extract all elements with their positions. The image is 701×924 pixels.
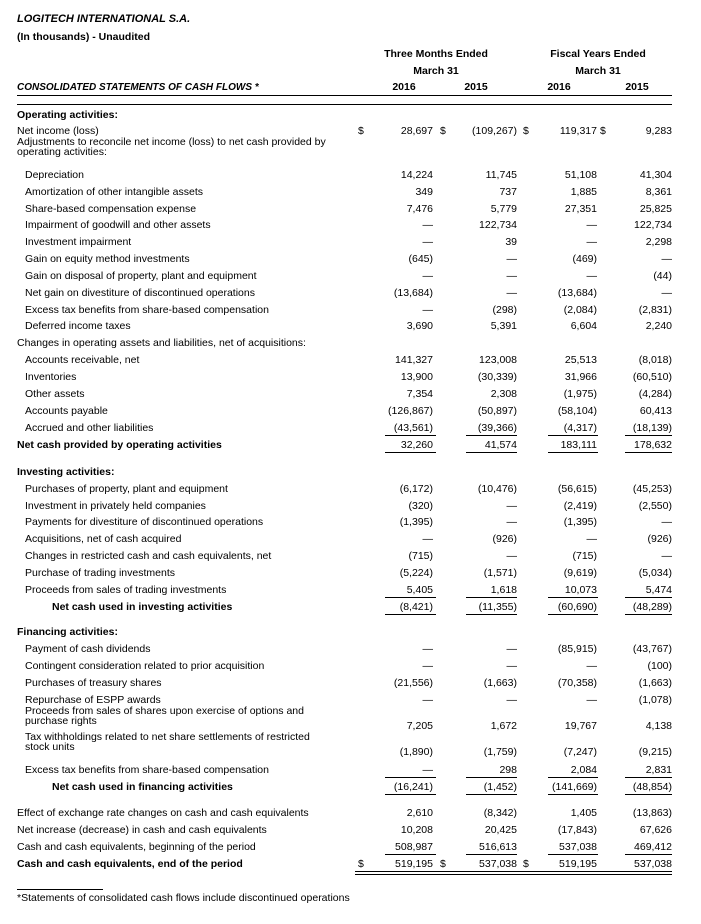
row-label: Purchases of treasury shares xyxy=(25,677,162,689)
cell-value: 1,405 xyxy=(570,807,597,819)
subtotal-rule xyxy=(548,597,598,598)
row-label: Payment of cash dividends xyxy=(25,643,151,655)
cell-value: (1,395) xyxy=(399,516,433,528)
row-label: Repurchase of ESPP awards xyxy=(25,694,161,706)
year-header: 2016 xyxy=(547,81,571,93)
row-label: stock units xyxy=(25,741,75,753)
row-label: Tax withholdings related to net share settlements of restricted xyxy=(25,731,310,743)
cell-value: (9,215) xyxy=(638,746,672,758)
cell-value: (109,267) xyxy=(472,125,517,137)
subtotal-rule xyxy=(385,597,436,598)
cell-value: 119,317 xyxy=(559,125,597,137)
cell-value: (1,452) xyxy=(483,781,517,793)
row-label: Share-based compensation expense xyxy=(25,203,197,215)
row-label: Net cash used in financing activities xyxy=(52,781,233,793)
cell-value: — xyxy=(661,550,672,562)
cell-value: (1,663) xyxy=(483,677,517,689)
cell-value: — xyxy=(506,287,517,299)
cell-value: — xyxy=(586,533,597,545)
row-label: Accrued and other liabilities xyxy=(25,422,154,434)
year-header: 2016 xyxy=(392,81,416,93)
subtotal-rule xyxy=(466,854,517,855)
cell-value: 122,734 xyxy=(479,219,517,231)
footnote: *Statements of consolidated cash flows include discontinued operations xyxy=(17,892,350,904)
row-label: Net increase (decrease) in cash and cash equivalents xyxy=(17,824,267,836)
cell-value: (45,253) xyxy=(632,483,672,495)
cell-value: 41,304 xyxy=(639,169,672,181)
cell-value: — xyxy=(422,764,433,776)
subtotal-rule xyxy=(548,854,598,855)
cell-value: 2,610 xyxy=(406,807,433,819)
cell-value: (1,759) xyxy=(483,746,517,758)
cell-value: (50,897) xyxy=(477,405,517,417)
cell-value: 516,613 xyxy=(479,841,517,853)
cell-value: (7,247) xyxy=(563,746,597,758)
cell-value: (1,890) xyxy=(399,746,433,758)
cell-value: 10,208 xyxy=(400,824,433,836)
cell-value: — xyxy=(661,516,672,528)
dollar-sign: $ xyxy=(440,858,446,870)
cell-value: (85,915) xyxy=(557,643,597,655)
total-double-rule xyxy=(355,871,672,875)
cell-value: — xyxy=(422,660,433,672)
cell-value: 7,354 xyxy=(406,388,433,400)
row-label: Investment impairment xyxy=(25,236,132,248)
cell-value: (48,854) xyxy=(632,781,672,793)
row-label: Other assets xyxy=(25,388,85,400)
row-label: Purchases of property, plant and equipment xyxy=(25,483,228,495)
row-label: Cash and cash equivalents, beginning of the period xyxy=(17,841,256,853)
header-three-months: Three Months Ended xyxy=(384,48,488,60)
row-label: Effect of exchange rate changes on cash and cash equivalents xyxy=(17,807,309,819)
row-label: Financing activities: xyxy=(17,626,118,638)
cell-value: 737 xyxy=(499,186,517,198)
cell-value: (1,975) xyxy=(563,388,597,400)
cell-value: 13,900 xyxy=(400,371,433,383)
cell-value: (715) xyxy=(408,550,433,562)
row-label: Gain on equity method investments xyxy=(25,253,190,265)
subtotal-rule xyxy=(548,614,598,615)
cell-value: (30,339) xyxy=(477,371,517,383)
cell-value: — xyxy=(506,270,517,282)
subtotal-rule xyxy=(625,854,672,855)
header-fiscal-years: Fiscal Years Ended xyxy=(550,48,646,60)
cell-value: (39,366) xyxy=(477,422,517,434)
cell-value: — xyxy=(661,253,672,265)
cell-value: (60,510) xyxy=(632,371,672,383)
units-note: (In thousands) - Unaudited xyxy=(17,31,150,43)
cell-value: 141,327 xyxy=(395,354,433,366)
row-label: Net cash used in investing activities xyxy=(52,601,233,613)
dollar-sign: $ xyxy=(523,125,529,137)
cell-value: (2,084) xyxy=(563,304,597,316)
cell-value: (320) xyxy=(408,500,433,512)
cell-value: 5,391 xyxy=(490,320,517,332)
row-label: Net cash provided by operating activities xyxy=(17,439,222,451)
subtotal-rule xyxy=(548,777,598,778)
cell-value: — xyxy=(422,533,433,545)
subtotal-rule xyxy=(548,452,598,453)
subtotal-rule xyxy=(385,854,436,855)
row-label: Changes in restricted cash and cash equivalents, net xyxy=(25,550,272,562)
cell-value: 7,205 xyxy=(406,720,433,732)
header-rule xyxy=(17,95,672,96)
cell-value: 28,697 xyxy=(400,125,433,137)
cell-value: (8,342) xyxy=(483,807,517,819)
cell-value: 1,885 xyxy=(570,186,597,198)
row-label: Payments for divestiture of discontinued operations xyxy=(25,516,264,528)
cell-value: 519,195 xyxy=(395,858,433,870)
row-label: Excess tax benefits from share-based compensation xyxy=(25,764,269,776)
row-label: purchase rights xyxy=(25,715,97,727)
subtotal-rule xyxy=(625,435,672,436)
dollar-sign: $ xyxy=(600,125,606,137)
row-label: Cash and cash equivalents, end of the period xyxy=(17,858,243,870)
cell-value: (126,867) xyxy=(388,405,433,417)
footnote-rule xyxy=(17,889,103,890)
cell-value: 5,474 xyxy=(645,584,672,596)
dollar-sign: $ xyxy=(358,125,364,137)
dollar-sign: $ xyxy=(358,858,364,870)
cell-value: (715) xyxy=(572,550,597,562)
cell-value: (5,034) xyxy=(638,567,672,579)
row-label: Deferred income taxes xyxy=(25,320,131,332)
cell-value: 31,966 xyxy=(564,371,597,383)
cell-value: 2,084 xyxy=(570,764,597,776)
cell-value: (60,690) xyxy=(557,601,597,613)
subtotal-rule xyxy=(625,794,672,795)
cell-value: (1,078) xyxy=(638,694,672,706)
cell-value: (1,663) xyxy=(638,677,672,689)
cell-value: (5,224) xyxy=(399,567,433,579)
cell-value: — xyxy=(506,694,517,706)
row-label: Depreciation xyxy=(25,169,84,181)
dollar-sign: $ xyxy=(440,125,446,137)
cell-value: 9,283 xyxy=(645,125,672,137)
cell-value: (43,767) xyxy=(632,643,672,655)
row-label: Net gain on divestiture of discontinued operations xyxy=(25,287,255,299)
subtotal-rule xyxy=(466,777,517,778)
cell-value: 2,240 xyxy=(645,320,672,332)
cell-value: (13,863) xyxy=(632,807,672,819)
cell-value: (100) xyxy=(647,660,672,672)
cell-value: 4,138 xyxy=(645,720,672,732)
year-header: 2015 xyxy=(625,81,649,93)
cell-value: (8,018) xyxy=(638,354,672,366)
subtotal-rule xyxy=(548,794,598,795)
cell-value: 14,224 xyxy=(400,169,433,181)
cell-value: 10,073 xyxy=(564,584,597,596)
subtotal-rule xyxy=(466,794,517,795)
cell-value: 349 xyxy=(415,186,433,198)
cell-value: — xyxy=(506,500,517,512)
cell-value: (13,684) xyxy=(557,287,597,299)
row-label: Proceeds from sales of trading investments xyxy=(25,584,227,596)
cell-value: 2,308 xyxy=(490,388,517,400)
cell-value: 5,405 xyxy=(406,584,433,596)
cell-value: (17,843) xyxy=(557,824,597,836)
cell-value: 5,779 xyxy=(490,203,517,215)
subtotal-rule xyxy=(625,597,672,598)
cell-value: — xyxy=(422,694,433,706)
cell-value: 469,412 xyxy=(634,841,672,853)
year-header: 2015 xyxy=(464,81,488,93)
cell-value: 298 xyxy=(499,764,517,776)
row-label: Operating activities: xyxy=(17,109,118,121)
cell-value: (6,172) xyxy=(399,483,433,495)
statement-title: CONSOLIDATED STATEMENTS OF CASH FLOWS * xyxy=(17,82,259,93)
cell-value: (10,476) xyxy=(477,483,517,495)
cell-value: 3,690 xyxy=(406,320,433,332)
subtotal-rule xyxy=(625,777,672,778)
cell-value: 60,413 xyxy=(639,405,672,417)
cell-value: — xyxy=(586,694,597,706)
subtotal-rule xyxy=(466,452,517,453)
cell-value: 8,361 xyxy=(645,186,672,198)
cell-value: (2,419) xyxy=(563,500,597,512)
cell-value: (58,104) xyxy=(557,405,597,417)
cell-value: 32,260 xyxy=(400,439,433,451)
cell-value: 25,513 xyxy=(564,354,597,366)
cell-value: (1,571) xyxy=(483,567,517,579)
cell-value: — xyxy=(422,643,433,655)
cell-value: — xyxy=(661,287,672,299)
cell-value: 508,987 xyxy=(395,841,433,853)
cell-value: — xyxy=(506,550,517,562)
header-rule xyxy=(17,104,672,105)
subtotal-rule xyxy=(625,614,672,615)
cell-value: (2,550) xyxy=(638,500,672,512)
cell-value: 20,425 xyxy=(484,824,517,836)
cell-value: (9,619) xyxy=(563,567,597,579)
cell-value: (44) xyxy=(653,270,672,282)
subtotal-rule xyxy=(385,777,436,778)
cell-value: (4,284) xyxy=(638,388,672,400)
subtotal-rule xyxy=(385,452,436,453)
cell-value: — xyxy=(422,219,433,231)
cell-value: (48,289) xyxy=(632,601,672,613)
row-label: operating activities: xyxy=(17,146,107,158)
subtotal-rule xyxy=(385,435,436,436)
cell-value: (298) xyxy=(492,304,517,316)
cell-value: 183,111 xyxy=(560,439,597,451)
row-label: Investment in privately held companies xyxy=(25,500,206,512)
cell-value: (926) xyxy=(647,533,672,545)
subtotal-rule xyxy=(385,794,436,795)
cell-value: 6,604 xyxy=(570,320,597,332)
row-label: Amortization of other intangible assets xyxy=(25,186,204,198)
subtotal-rule xyxy=(466,597,517,598)
subtotal-rule xyxy=(466,435,517,436)
subtotal-rule xyxy=(625,452,672,453)
cell-value: 41,574 xyxy=(484,439,517,451)
cell-value: — xyxy=(506,660,517,672)
row-label: Accounts payable xyxy=(25,405,108,417)
cell-value: — xyxy=(506,643,517,655)
row-label: Proceeds from sales of shares upon exercise of options and xyxy=(25,705,304,717)
cell-value: 2,298 xyxy=(645,236,672,248)
cell-value: 11,745 xyxy=(485,169,517,181)
row-label: Gain on disposal of property, plant and equipment xyxy=(25,270,257,282)
cell-value: 537,038 xyxy=(559,841,597,853)
cell-value: (70,358) xyxy=(557,677,597,689)
row-label: Changes in operating assets and liabilities, net of acquisitions: xyxy=(17,337,306,349)
cell-value: (11,355) xyxy=(478,601,517,613)
cell-value: (469) xyxy=(572,253,597,265)
cell-value: — xyxy=(422,304,433,316)
cell-value: — xyxy=(506,516,517,528)
dollar-sign: $ xyxy=(523,858,529,870)
row-label: Accounts receivable, net xyxy=(25,354,140,366)
row-label: Impairment of goodwill and other assets xyxy=(25,219,211,231)
cell-value: (8,421) xyxy=(399,601,433,613)
row-label: Purchase of trading investments xyxy=(25,567,175,579)
cell-value: (18,139) xyxy=(632,422,672,434)
header-three-months-date: March 31 xyxy=(413,65,459,77)
cell-value: (43,561) xyxy=(393,422,433,434)
cell-value: (21,556) xyxy=(393,677,433,689)
cell-value: (2,831) xyxy=(638,304,672,316)
cell-value: 1,618 xyxy=(490,584,517,596)
cell-value: 537,038 xyxy=(479,858,517,870)
company-name: LOGITECH INTERNATIONAL S.A. xyxy=(17,13,191,25)
cell-value: 7,476 xyxy=(406,203,433,215)
cell-value: (16,241) xyxy=(393,781,433,793)
cell-value: 537,038 xyxy=(634,858,672,870)
row-label: Acquisitions, net of cash acquired xyxy=(25,533,182,545)
row-label: Excess tax benefits from share-based compensation xyxy=(25,304,269,316)
cell-value: 519,195 xyxy=(559,858,597,870)
row-label: Contingent consideration related to prior acquisition xyxy=(25,660,265,672)
cell-value: (4,317) xyxy=(563,422,597,434)
subtotal-rule xyxy=(385,614,436,615)
cell-value: 178,632 xyxy=(634,439,672,451)
row-label: Net income (loss) xyxy=(17,125,99,137)
cell-value: — xyxy=(586,219,597,231)
row-label: Investing activities: xyxy=(17,466,115,478)
cell-value: — xyxy=(506,253,517,265)
cell-value: 123,008 xyxy=(479,354,517,366)
cell-value: 19,767 xyxy=(564,720,597,732)
row-label: Inventories xyxy=(25,371,77,383)
cell-value: 122,734 xyxy=(634,219,672,231)
cell-value: — xyxy=(422,236,433,248)
header-fiscal-years-date: March 31 xyxy=(575,65,621,77)
cell-value: (13,684) xyxy=(393,287,433,299)
cell-value: (141,669) xyxy=(552,781,597,793)
subtotal-rule xyxy=(466,614,517,615)
cell-value: — xyxy=(422,270,433,282)
cell-value: 25,825 xyxy=(639,203,672,215)
cell-value: (56,615) xyxy=(557,483,597,495)
cell-value: — xyxy=(586,236,597,248)
cell-value: 27,351 xyxy=(564,203,597,215)
cell-value: — xyxy=(586,660,597,672)
row-label: Adjustments to reconcile net income (loss) to net cash provided by xyxy=(17,136,326,148)
cell-value: 67,626 xyxy=(639,824,672,836)
cell-value: (926) xyxy=(492,533,517,545)
cell-value: 1,672 xyxy=(490,720,517,732)
cell-value: 51,108 xyxy=(564,169,597,181)
subtotal-rule xyxy=(548,435,598,436)
cell-value: 2,831 xyxy=(645,764,672,776)
cell-value: 39 xyxy=(505,236,517,248)
cell-value: (645) xyxy=(408,253,433,265)
cell-value: (1,395) xyxy=(563,516,597,528)
cell-value: — xyxy=(586,270,597,282)
